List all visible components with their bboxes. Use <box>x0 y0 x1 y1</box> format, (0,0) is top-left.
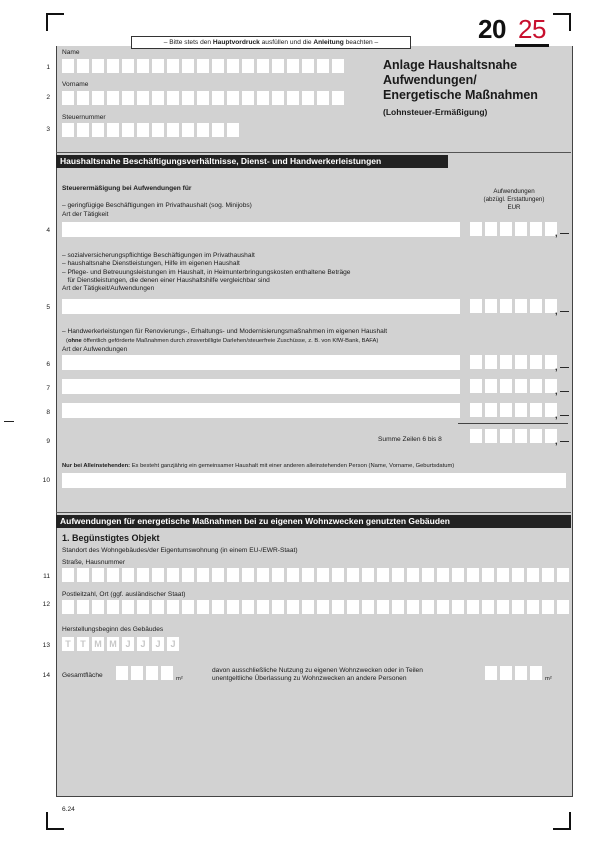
input-cell[interactable] <box>302 59 314 73</box>
column-header: Aufwendungen (abzügl. Erstattungen) EUR <box>483 188 545 211</box>
text-field-line5[interactable] <box>62 299 460 314</box>
input-cell[interactable] <box>257 59 269 73</box>
input-cell[interactable] <box>92 123 104 137</box>
input-cell[interactable] <box>92 59 104 73</box>
form-version: 6.24 <box>62 806 75 813</box>
input-cell[interactable] <box>497 568 509 582</box>
input-cell[interactable] <box>182 568 194 582</box>
input-cell[interactable] <box>116 666 128 680</box>
input-cell[interactable] <box>500 299 512 313</box>
herstellung-label: Herstellungsbeginn des Gebäudes <box>62 626 164 633</box>
corner-mark-bottom-left <box>46 812 64 830</box>
text-field-line4[interactable] <box>62 222 460 237</box>
art-label: Art der Tätigkeit <box>62 211 109 218</box>
input-cell[interactable] <box>557 568 569 582</box>
date-cell[interactable]: M <box>92 637 104 651</box>
corner-mark-top-left <box>46 13 64 31</box>
input-cell[interactable] <box>470 355 482 369</box>
input-cell[interactable] <box>122 91 134 105</box>
input-cell[interactable] <box>227 568 239 582</box>
input-cell[interactable] <box>146 666 158 680</box>
gesamtflaeche-field[interactable] <box>116 666 173 680</box>
subsection-title: 1. Begünstigtes Objekt <box>62 533 160 543</box>
input-cell[interactable] <box>500 403 512 417</box>
form-subtitle: (Lohnsteuer-Ermäßigung) <box>383 107 488 117</box>
input-cell[interactable] <box>242 59 254 73</box>
input-cell[interactable] <box>512 568 524 582</box>
year-prefix: 20 <box>478 14 506 44</box>
input-cell[interactable] <box>287 91 299 105</box>
input-cell[interactable] <box>485 403 497 417</box>
line-number: 3 <box>46 126 50 133</box>
eigennutzung-field[interactable] <box>485 666 542 680</box>
input-cell[interactable] <box>227 123 239 137</box>
input-cell[interactable] <box>62 91 74 105</box>
name-label: Name <box>62 49 80 56</box>
input-cell[interactable] <box>500 429 512 443</box>
name-field[interactable] <box>62 59 344 73</box>
divider <box>56 152 571 153</box>
input-cell[interactable] <box>62 600 74 614</box>
input-cell[interactable] <box>317 568 329 582</box>
strasse-label: Straße, Hausnummer <box>62 559 126 566</box>
line-number: 7 <box>46 385 50 392</box>
input-cell[interactable] <box>182 123 194 137</box>
input-cell[interactable] <box>257 568 269 582</box>
input-cell[interactable] <box>107 123 119 137</box>
amount-field-line6[interactable] <box>470 355 557 369</box>
input-cell[interactable] <box>182 600 194 614</box>
input-cell[interactable] <box>197 600 209 614</box>
input-cell[interactable] <box>107 59 119 73</box>
input-cell[interactable] <box>332 600 344 614</box>
input-cell[interactable] <box>167 600 179 614</box>
input-cell[interactable] <box>482 568 494 582</box>
input-cell[interactable] <box>512 600 524 614</box>
line-number: 10 <box>42 477 50 484</box>
input-cell[interactable] <box>107 568 119 582</box>
input-cell[interactable] <box>131 666 143 680</box>
input-cell[interactable] <box>152 600 164 614</box>
line-number: 11 <box>43 573 50 580</box>
input-cell[interactable] <box>227 59 239 73</box>
input-cell[interactable] <box>77 123 89 137</box>
sum-field-line9[interactable] <box>470 429 557 443</box>
input-cell[interactable] <box>422 600 434 614</box>
line-number: 1 <box>46 64 50 71</box>
input-cell[interactable] <box>515 379 527 393</box>
input-cell[interactable] <box>77 600 89 614</box>
vorname-label: Vorname <box>62 81 89 88</box>
input-cell[interactable] <box>242 568 254 582</box>
line-number: 6 <box>46 361 50 368</box>
input-cell[interactable] <box>212 59 224 73</box>
input-cell[interactable] <box>542 600 554 614</box>
input-cell[interactable] <box>137 59 149 73</box>
plz-field[interactable] <box>62 600 569 614</box>
instruction-note: – Bitte stets den Hauptvordruck ausfüllen und die Anleitung beachten – <box>131 36 411 49</box>
input-cell[interactable] <box>167 568 179 582</box>
input-cell[interactable] <box>530 379 542 393</box>
input-cell[interactable] <box>122 123 134 137</box>
input-cell[interactable] <box>407 568 419 582</box>
input-cell[interactable] <box>182 91 194 105</box>
input-cell[interactable] <box>212 123 224 137</box>
input-cell[interactable] <box>137 568 149 582</box>
line-number: 8 <box>46 409 50 416</box>
form-title: Anlage Haushaltsnahe Aufwendungen/ Energetische Maßnahmen <box>383 58 538 102</box>
input-cell[interactable] <box>62 123 74 137</box>
input-cell[interactable] <box>272 568 284 582</box>
input-cell[interactable] <box>362 600 374 614</box>
euro-suffix: , — <box>555 386 570 396</box>
amount-field-line5[interactable] <box>470 299 557 313</box>
line-number: 9 <box>46 438 50 445</box>
minijob-text: – geringfügige Beschäftigungen im Privathaushalt (sog. Minijobs) <box>62 202 252 209</box>
input-cell[interactable] <box>542 568 554 582</box>
input-cell[interactable] <box>467 568 479 582</box>
input-cell[interactable] <box>137 123 149 137</box>
input-cell[interactable] <box>167 59 179 73</box>
input-cell[interactable] <box>212 600 224 614</box>
sum-label: Summe Zeilen 6 bis 8 <box>378 436 442 443</box>
line-number: 4 <box>46 227 50 234</box>
input-cell[interactable] <box>152 568 164 582</box>
input-cell[interactable] <box>122 568 134 582</box>
date-cell[interactable]: J <box>152 637 164 651</box>
input-cell[interactable] <box>167 91 179 105</box>
handwerker-note: (ohne öffentlich geförderte Maßnahmen durch zinsverbilligte Darlehen/steuerfreie Zuschüsse, z. B. von KfW-Bank, BAFA) <box>66 338 379 344</box>
input-cell[interactable] <box>182 59 194 73</box>
alleinstehend-text: Nur bei Alleinstehenden: Es besteht ganzjährig ein gemeinsamer Haushalt mit einer anderen alleinstehenden Person (Name, Vorname, Geburtsdatum) <box>62 463 455 469</box>
input-cell[interactable] <box>422 568 434 582</box>
input-cell[interactable] <box>62 59 74 73</box>
input-cell[interactable] <box>302 600 314 614</box>
euro-suffix: , — <box>555 306 570 316</box>
input-cell[interactable] <box>317 600 329 614</box>
handwerker-text: – Handwerkerleistungen für Renovierungs-, Erhaltungs- und Modernisierungsmaßnahmen im eigenen Haushalt <box>62 328 388 335</box>
line-number: 14 <box>42 672 50 679</box>
unit-m2: m² <box>545 676 552 682</box>
text-field-line7[interactable] <box>62 379 460 394</box>
date-cell[interactable]: J <box>137 637 149 651</box>
input-cell[interactable] <box>485 222 497 236</box>
euro-suffix: , — <box>555 436 570 446</box>
input-cell[interactable] <box>515 355 527 369</box>
input-cell[interactable] <box>500 222 512 236</box>
input-cell[interactable] <box>482 600 494 614</box>
date-cell[interactable]: T <box>77 637 89 651</box>
vorname-field[interactable] <box>62 91 344 105</box>
herstellung-field[interactable] <box>62 637 179 651</box>
input-cell[interactable] <box>530 299 542 313</box>
input-cell[interactable] <box>167 123 179 137</box>
input-cell[interactable] <box>152 91 164 105</box>
input-cell[interactable] <box>161 666 173 680</box>
input-cell[interactable] <box>77 91 89 105</box>
input-cell[interactable] <box>500 355 512 369</box>
date-cell[interactable]: M <box>107 637 119 651</box>
input-cell[interactable] <box>77 568 89 582</box>
input-cell[interactable] <box>257 600 269 614</box>
input-cell[interactable] <box>530 429 542 443</box>
plz-label: Postleitzahl, Ort (ggf. ausländischer Staat) <box>62 591 186 598</box>
amount-field-line4[interactable] <box>470 222 557 236</box>
input-cell[interactable] <box>227 91 239 105</box>
input-cell[interactable] <box>212 91 224 105</box>
input-cell[interactable] <box>242 91 254 105</box>
input-cell[interactable] <box>302 568 314 582</box>
corner-mark-bottom-right <box>553 812 571 830</box>
input-cell[interactable] <box>107 91 119 105</box>
input-cell[interactable] <box>377 600 389 614</box>
date-cell[interactable]: J <box>167 637 179 651</box>
input-cell[interactable] <box>392 600 404 614</box>
input-cell[interactable] <box>470 222 482 236</box>
input-cell[interactable] <box>332 59 344 73</box>
input-cell[interactable] <box>272 600 284 614</box>
input-cell[interactable] <box>485 355 497 369</box>
art-aufw-label: Art der Aufwendungen <box>62 346 128 353</box>
input-cell[interactable] <box>467 600 479 614</box>
intro-text: Steuerermäßigung bei Aufwendungen für <box>62 185 192 192</box>
section-heading: Aufwendungen für energetische Maßnahmen bei zu eigenen Wohnzwecken genutzten Gebäuden <box>56 515 571 528</box>
strasse-field[interactable] <box>62 568 569 582</box>
gesamtflaeche-label: Gesamtfläche <box>62 672 103 679</box>
fold-mark <box>4 421 14 422</box>
date-cell[interactable]: T <box>62 637 74 651</box>
text-field-line10[interactable] <box>62 473 566 488</box>
text-field-line8[interactable] <box>62 403 460 418</box>
input-cell[interactable] <box>452 568 464 582</box>
input-cell[interactable] <box>530 355 542 369</box>
input-cell[interactable] <box>62 568 74 582</box>
input-cell[interactable] <box>137 91 149 105</box>
input-cell[interactable] <box>392 568 404 582</box>
input-cell[interactable] <box>197 59 209 73</box>
standort-label: Standort des Wohngebäudes/der Eigentumswohnung (in einem EU-/EWR-Staat) <box>62 547 298 554</box>
unit-m2: m² <box>176 676 183 682</box>
steuernummer-field[interactable] <box>62 123 239 137</box>
amount-field-line8[interactable] <box>470 403 557 417</box>
year-suffix: 25 <box>518 14 546 44</box>
input-cell[interactable] <box>107 600 119 614</box>
date-cell[interactable]: J <box>122 637 134 651</box>
input-cell[interactable] <box>287 600 299 614</box>
davon-text: davon ausschließliche Nutzung zu eigenen Wohnzwecken oder in Teilen unentgeltliche Überlassung zu Wohnzwecken an andere Personen <box>212 667 423 682</box>
input-cell[interactable] <box>287 568 299 582</box>
input-cell[interactable] <box>515 403 527 417</box>
euro-suffix: , — <box>555 228 570 238</box>
input-cell[interactable] <box>137 600 149 614</box>
input-cell[interactable] <box>272 91 284 105</box>
input-cell[interactable] <box>152 59 164 73</box>
line-number: 12 <box>42 601 50 608</box>
divider <box>56 512 571 513</box>
input-cell[interactable] <box>92 91 104 105</box>
steuernummer-label: Steuernummer <box>62 114 106 121</box>
input-cell[interactable] <box>485 429 497 443</box>
section-heading: Haushaltsnahe Beschäftigungsverhältnisse, Dienst- und Handwerkerleistungen <box>56 155 448 168</box>
sum-rule <box>458 423 568 424</box>
input-cell[interactable] <box>527 568 539 582</box>
input-cell[interactable] <box>77 59 89 73</box>
input-cell[interactable] <box>527 600 539 614</box>
input-cell[interactable] <box>92 600 104 614</box>
input-cell[interactable] <box>530 666 542 680</box>
input-cell[interactable] <box>530 222 542 236</box>
input-cell[interactable] <box>242 600 254 614</box>
input-cell[interactable] <box>377 568 389 582</box>
input-cell[interactable] <box>452 600 464 614</box>
input-cell[interactable] <box>122 59 134 73</box>
input-cell[interactable] <box>317 59 329 73</box>
input-cell[interactable] <box>557 600 569 614</box>
input-cell[interactable] <box>302 91 314 105</box>
input-cell[interactable] <box>485 666 497 680</box>
list-text: – sozialversicherungspflichtige Beschäftigungen im Privathaushalt – haushaltsnahe Dienstleistungen, Hilfe im eigenen Haushalt – Pflege- und Betreuungsleistungen im Haushalt, in Heimunterbringungskosten enthaltene Beträge für Dienstleistungen, die denen einer Haushaltshilfe vergleichbar sind Art der Tätigkeit/Aufwendungen <box>62 252 351 293</box>
input-cell[interactable] <box>470 379 482 393</box>
input-cell[interactable] <box>500 666 512 680</box>
input-cell[interactable] <box>515 429 527 443</box>
year-underline <box>515 44 549 47</box>
input-cell[interactable] <box>152 123 164 137</box>
euro-suffix: , — <box>555 362 570 372</box>
input-cell[interactable] <box>485 379 497 393</box>
amount-field-line7[interactable] <box>470 379 557 393</box>
input-cell[interactable] <box>197 91 209 105</box>
input-cell[interactable] <box>227 600 239 614</box>
input-cell[interactable] <box>347 568 359 582</box>
line-number: 5 <box>46 304 50 311</box>
input-cell[interactable] <box>332 568 344 582</box>
euro-suffix: , — <box>555 410 570 420</box>
input-cell[interactable] <box>197 123 209 137</box>
input-cell[interactable] <box>437 568 449 582</box>
input-cell[interactable] <box>257 91 269 105</box>
input-cell[interactable] <box>317 91 329 105</box>
input-cell[interactable] <box>437 600 449 614</box>
input-cell[interactable] <box>497 600 509 614</box>
input-cell[interactable] <box>500 379 512 393</box>
input-cell[interactable] <box>197 568 209 582</box>
line-number: 2 <box>46 94 50 101</box>
input-cell[interactable] <box>212 568 224 582</box>
input-cell[interactable] <box>515 299 527 313</box>
input-cell[interactable] <box>407 600 419 614</box>
input-cell[interactable] <box>287 59 299 73</box>
input-cell[interactable] <box>515 666 527 680</box>
text-field-line6[interactable] <box>62 355 460 370</box>
corner-mark-top-right <box>553 13 571 31</box>
input-cell[interactable] <box>122 600 134 614</box>
input-cell[interactable] <box>530 403 542 417</box>
input-cell[interactable] <box>347 600 359 614</box>
input-cell[interactable] <box>515 222 527 236</box>
input-cell[interactable] <box>92 568 104 582</box>
input-cell[interactable] <box>470 403 482 417</box>
input-cell[interactable] <box>362 568 374 582</box>
input-cell[interactable] <box>470 429 482 443</box>
input-cell[interactable] <box>470 299 482 313</box>
input-cell[interactable] <box>332 91 344 105</box>
line-number: 13 <box>42 642 50 649</box>
input-cell[interactable] <box>272 59 284 73</box>
input-cell[interactable] <box>485 299 497 313</box>
